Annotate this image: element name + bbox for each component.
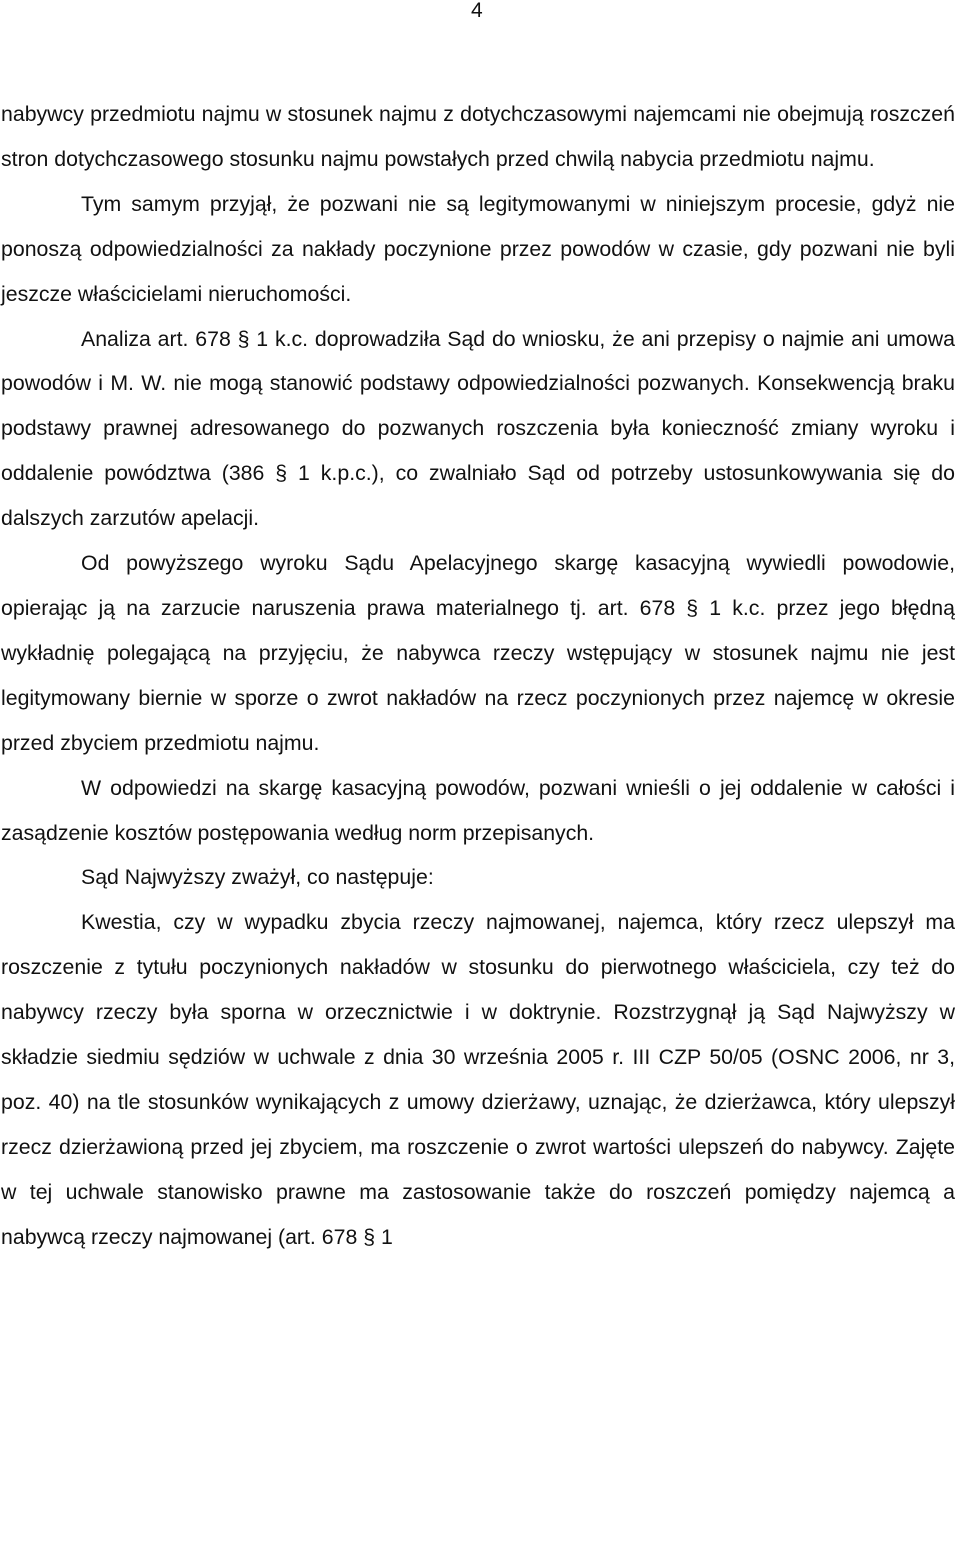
page-number: 4 [471, 0, 483, 22]
paragraph-6: Kwestia, czy w wypadku zbycia rzeczy najmowanej, najemca, który rzecz ulepszył ma roszczenie z tytułu poczynionych nakładów w stosunku do pierwotnego właściciela, czy też do nabywcy rzeczy była sporna w orzecznictwie i w doktrynie. Rozstrzygnął ją Sąd Najwyższy w składzie siedmiu sędziów w uchwale z dnia 30 września 2005 r. III CZP 50/05 (OSNC 2006, nr 3, poz. 40) na tle stosunków wynikających z umowy dzierżawy, uznając, że dzierżawca, który ulepszył rzecz dzierżawioną przed jej zbyciem, ma roszczenie o zwrot wartości ulepszeń do nabywcy. Zajęte w tej uchwale stanowisko prawne ma zastosowanie także do roszczeń pomiędzy najemcą a nabywcą rzeczy najmowanej (art. 678 § 1 [1, 910, 955, 1249]
paragraph-2: Tym samym przyjął, że pozwani nie są legitymowanymi w niniejszym procesie, gdyż nie ponoszą odpowiedzialności za nakłady poczynione przez powodów w czasie, gdy pozwani nie byli jeszcze właścicielami nieruchomości. [1, 191, 955, 306]
section-heading: Sąd Najwyższy zważył, co następuje: [81, 865, 434, 890]
paragraph-4: Od powyższego wyroku Sądu Apelacyjnego skargę kasacyjną wywiedli powodowie, opierając ją na zarzucie naruszenia prawa materialnego tj. art. 678 § 1 k.c. przez jego błędną wykładnię polegającą na przyjęciu, że nabywca rzeczy wstępujący w stosunek najmu nie jest legitymowany biernie w sporze o zwrot nakładów na rzecz poczynionych przez najemcę w okresie przed zbyciem przedmiotu najmu. [1, 551, 955, 755]
paragraph-5: W odpowiedzi na skargę kasacyjną powodów, pozwani wnieśli o jej oddalenie w całości i zasądzenie kosztów postępowania według norm przepisanych. [1, 775, 955, 845]
paragraph-1: nabywcy przedmiotu najmu w stosunek najmu z dotychczasowymi najemcami nie obejmują roszczeń stron dotychczasowego stosunku najmu powstałych przed chwilą nabycia przedmiotu najmu. [1, 102, 955, 171]
paragraph-3: Analiza art. 678 § 1 k.c. doprowadziła Sąd do wniosku, że ani przepisy o najmie ani umowa powodów i M. W. nie mogą stanowić podstawy odpowiedzialności pozwanych. Konsekwencją braku podstawy prawnej adresowanego do pozwanych roszczenia była konieczność zmiany wyroku i oddalenie powództwa (386 § 1 k.p.c.), co zwalniało Sąd od potrzeby ustosunkowywania się do dalszych zarzutów apelacji. [1, 326, 955, 531]
document-body [1, 92, 955, 1260]
